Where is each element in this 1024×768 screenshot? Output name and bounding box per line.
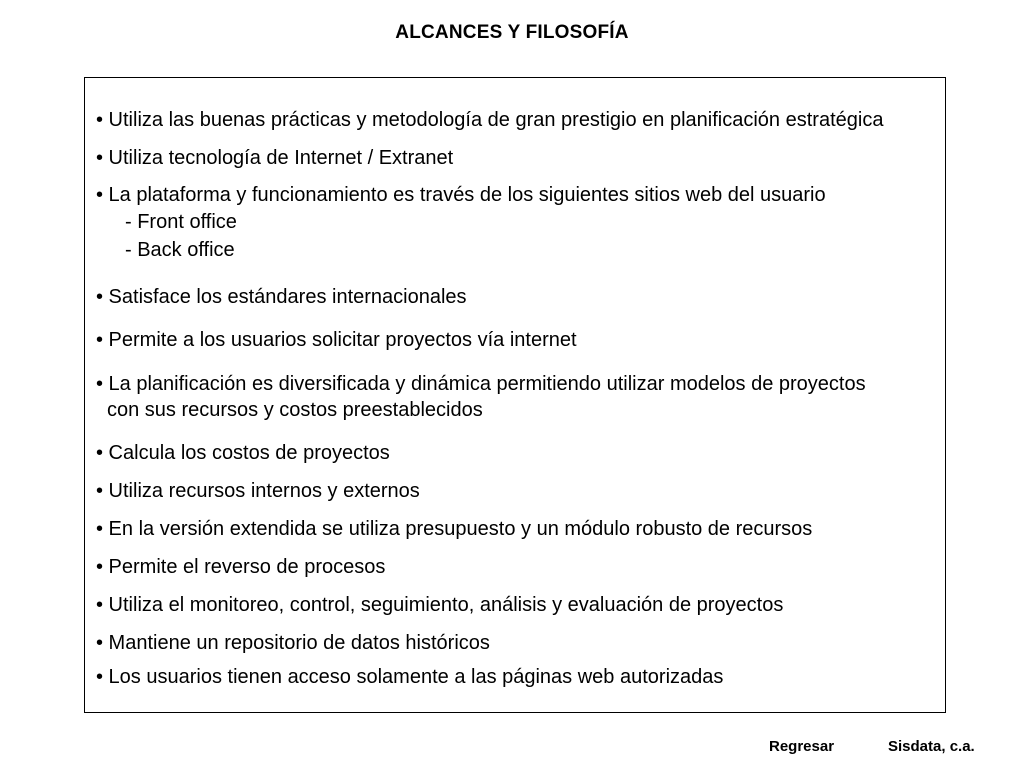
bullet-calcula-costos: • Calcula los costos de proyectos xyxy=(96,442,390,464)
subitem-front-office: - Front office xyxy=(125,211,237,233)
bullet-planificacion-diversificada: • La planificación es diversificada y dinámica permitiendo utilizar modelos de proyectos xyxy=(96,373,866,395)
company-name: Sisdata, c.a. xyxy=(888,738,975,755)
page-title: ALCANCES Y FILOSOFÍA xyxy=(395,22,629,43)
bullet-monitoreo: • Utiliza el monitoreo, control, seguimiento, análisis y evaluación de proyectos xyxy=(96,594,784,616)
bullet-solicitar-proyectos: • Permite a los usuarios solicitar proyectos vía internet xyxy=(96,329,577,351)
bullet-acceso-paginas: • Los usuarios tienen acceso solamente a las páginas web autorizadas xyxy=(96,666,724,688)
bullet-planificacion-continuation: con sus recursos y costos preestablecidos xyxy=(107,399,483,421)
bullet-plataforma-sitios-web: • La plataforma y funcionamiento es través de los siguientes sitios web del usuario xyxy=(96,184,826,206)
bullet-estandares: • Satisface los estándares internacionales xyxy=(96,286,467,308)
bullet-version-extendida: • En la versión extendida se utiliza presupuesto y un módulo robusto de recursos xyxy=(96,518,813,540)
bullet-repositorio: • Mantiene un repositorio de datos históricos xyxy=(96,632,490,654)
subitem-back-office: - Back office xyxy=(125,239,235,261)
bullet-buenas-practicas: • Utiliza las buenas prácticas y metodología de gran prestigio en planificación estratégica xyxy=(96,109,884,131)
bullet-recursos: • Utiliza recursos internos y externos xyxy=(96,480,420,502)
back-link[interactable]: Regresar xyxy=(769,738,835,755)
bullet-reverso-procesos: • Permite el reverso de procesos xyxy=(96,556,386,578)
bullet-tecnologia-internet: • Utiliza tecnología de Internet / Extranet xyxy=(96,147,454,169)
